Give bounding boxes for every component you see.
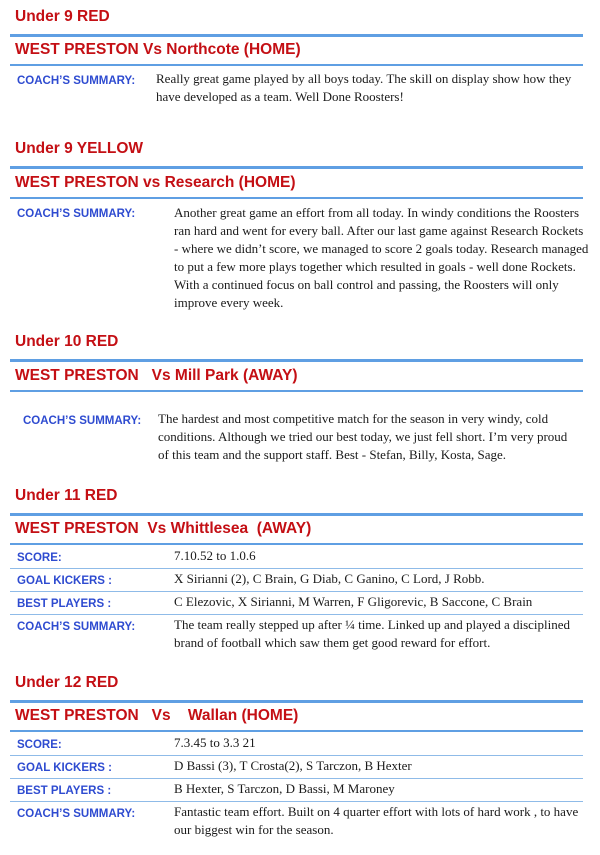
- match-divider: [10, 730, 583, 732]
- match-title-u10-red: WEST PRESTON Vs Mill Park (AWAY): [15, 367, 298, 384]
- match-divider: [10, 543, 583, 545]
- coach-summary-label: COACH’S SUMMARY:: [17, 208, 136, 220]
- section-title-u10-red: Under 10 RED: [15, 333, 119, 350]
- section-divider: [10, 166, 583, 169]
- goal-kickers-label: GOAL KICKERS :: [17, 575, 112, 587]
- section-divider: [10, 513, 583, 516]
- match-divider: [10, 64, 583, 66]
- best-players-value-u12-red: B Hexter, S Tarczon, D Bassi, M Maroney: [174, 781, 395, 796]
- match-title-u11-red: WEST PRESTON Vs Whittlesea (AWAY): [15, 520, 312, 537]
- coach-summary-label: COACH’S SUMMARY:: [17, 621, 136, 633]
- score-label: SCORE:: [17, 552, 62, 564]
- match-title-u9-red: WEST PRESTON Vs Northcote (HOME): [15, 41, 301, 58]
- best-players-label: BEST PLAYERS :: [17, 785, 112, 797]
- best-players-label: BEST PLAYERS :: [17, 598, 112, 610]
- row-separator: [10, 801, 583, 802]
- goal-kickers-label: GOAL KICKERS :: [17, 762, 112, 774]
- coach-summary-text-u9-yellow: Another great game an effort from all today. In windy conditions the Roosters ran hard and went for every ball. After our last game against Research Rockets - where we didn’t score, we managed to score 2 goals today. Research managed to put a few more plays together which resulted in goals - well done Rockets. With a continued focus on ball control and passing, the Roosters will only improve every week.: [174, 205, 589, 310]
- coach-summary-label: COACH’S SUMMARY:: [17, 75, 136, 87]
- section-divider: [10, 700, 583, 703]
- section-divider: [10, 34, 583, 37]
- coach-summary-label: COACH’S SUMMARY:: [17, 808, 136, 820]
- section-title-u9-red: Under 9 RED: [15, 8, 110, 25]
- section-title-u9-yellow: Under 9 YELLOW: [15, 140, 144, 157]
- coach-summary-text-u9-red: Really great game played by all boys today. The skill on display show how they have developed as a team. Well Done Roosters!: [156, 71, 572, 104]
- match-divider: [10, 390, 583, 392]
- row-separator: [10, 614, 583, 615]
- goal-kickers-value-u12-red: D Bassi (3), T Crosta(2), S Tarczon, B Hexter: [174, 758, 412, 773]
- row-separator: [10, 591, 583, 592]
- score-value-u11-red: 7.10.52 to 1.0.6: [174, 548, 256, 563]
- score-label: SCORE:: [17, 739, 62, 751]
- row-separator: [10, 778, 583, 779]
- goal-kickers-value-u11-red: X Sirianni (2), C Brain, G Diab, C Ganino, C Lord, J Robb.: [174, 571, 485, 586]
- section-title-u11-red: Under 11 RED: [15, 487, 118, 504]
- score-value-u12-red: 7.3.45 to 3.3 21: [174, 735, 256, 750]
- row-separator: [10, 755, 583, 756]
- section-divider: [10, 359, 583, 362]
- section-title-u12-red: Under 12 RED: [15, 674, 119, 691]
- best-players-value-u11-red: C Elezovic, X Sirianni, M Warren, F Gligorevic, B Saccone, C Brain: [174, 594, 533, 609]
- coach-summary-label: COACH’S SUMMARY:: [23, 415, 142, 427]
- coach-summary-text-u10-red: The hardest and most competitive match for the season in very windy, cold conditions. Although we tried our best today, we just fell short. I’m very proud of this team and the support staff. Best - Stefan, Billy, Kosta, Sage.: [158, 411, 568, 462]
- match-title-u9-yellow: WEST PRESTON vs Research (HOME): [15, 174, 296, 191]
- match-divider: [10, 197, 583, 199]
- coach-summary-text-u11-red: The team really stepped up after ¼ time. Linked up and played a disciplined brand of football which saw them get good reward for effort.: [174, 617, 571, 650]
- row-separator: [10, 568, 583, 569]
- coach-summary-text-u12-red: Fantastic team effort. Built on 4 quarter effort with lots of hard work , to have our biggest win for the season.: [174, 804, 579, 837]
- match-title-u12-red: WEST PRESTON Vs Wallan (HOME): [15, 707, 299, 724]
